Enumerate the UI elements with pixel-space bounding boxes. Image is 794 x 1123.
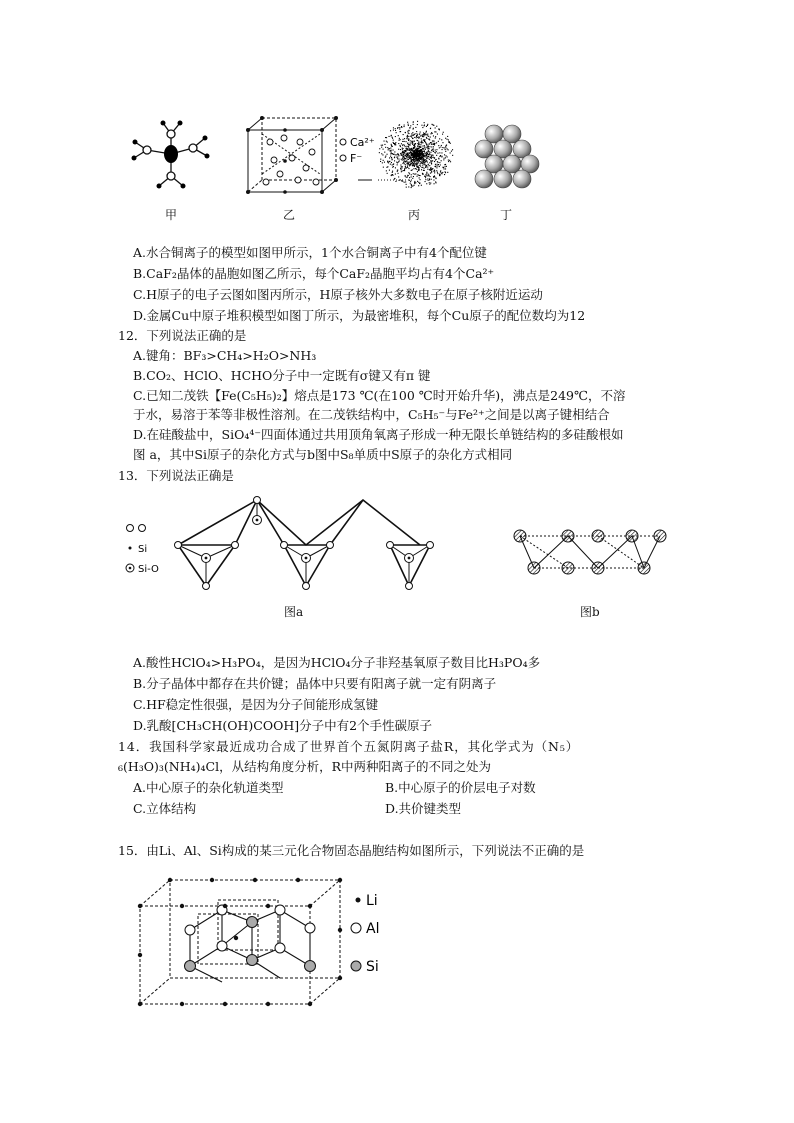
q13-option-b: B.分子晶体中都存在共价键；晶体中只要有阳离子就一定有阴离子 [133, 676, 497, 691]
figure-q15-crystal-cell [130, 870, 400, 1010]
q11-option-a: A.水合铜离子的模型如图甲所示，1个水合铜离子中有4个配位键 [133, 245, 487, 260]
legend-al-label: Al [366, 921, 380, 937]
caption-ding: 丁 [500, 208, 513, 222]
q11-option-b: B.CaF₂晶体的晶胞如图乙所示，每个CaF₂晶胞平均占有4个Ca²⁺ [133, 266, 495, 281]
q12-stem: 12．下列说法正确的是 [118, 328, 247, 343]
q13-stem: 13．下列说法正确是 [118, 468, 234, 483]
q14-option-c: C.立体结构 [133, 801, 197, 816]
q14-stem-line1: 14．我国科学家最近成功合成了世界首个五氮阴离子盐R，其化学式为（N₅） [118, 739, 580, 754]
caption-fig-a: 图a [284, 605, 304, 619]
figure-bing-electron-cloud [352, 118, 464, 196]
legend-li-label: Li [366, 893, 378, 909]
caption-fig-b: 图b [580, 605, 600, 619]
legend-si-label: Si [138, 544, 148, 555]
legend-sio-label: Si-O [138, 564, 159, 575]
figure-ding-close-packing [466, 122, 546, 196]
q12-option-d-cont: 图 a，其中Si原子的杂化方式与b图中S₈单质中S原子的杂化方式相同 [133, 447, 513, 462]
q13-option-a: A.酸性HClO₄>H₃PO₄，是因为HClO₄分子非羟基氧原子数目比H₃PO₄多 [133, 655, 541, 670]
caption-yi: 乙 [283, 208, 296, 222]
q14-option-a: A.中心原子的杂化轨道类型 [133, 780, 284, 795]
q12-option-b: B.CO₂、HClO、HCHO分子中一定既有σ键又有π 键 [133, 368, 431, 383]
legend-f-label: F⁻ [350, 152, 363, 165]
q14-stem-line2: ₆(H₃O)₃(NH₄)₄Cl，从结构角度分析，R中两种阳离子的不同之处为 [118, 759, 492, 774]
caption-jia: 甲 [165, 208, 178, 222]
q11-option-c: C.H原子的电子云图如图丙所示，H原子核外大多数电子在原子核附近运动 [133, 287, 543, 302]
q14-option-d: D.共价键类型 [385, 801, 462, 816]
figure-a-silicate-chain [120, 490, 450, 594]
q15-stem: 15．由Li、Al、Si构成的某三元化合物固态晶胞结构如图所示，下列说法不正确的是 [118, 843, 585, 858]
q12-option-d: D.在硅酸盐中，SiO₄⁴⁻四面体通过共用顶角氧离子形成一种无限长单链结构的多硅酸根如 [133, 427, 624, 442]
q12-option-a: A.键角：BF₃>CH₄>H₂O>NH₃ [133, 348, 317, 363]
caption-bing: 丙 [408, 208, 421, 222]
q12-option-c: C.已知二茂铁【Fe(C₅H₅)₂】熔点是173 ℃(在100 ℃时开始升华)，沸点是249℃，不溶 [133, 388, 626, 403]
q13-option-c: C.HF稳定性很强，是因为分子间能形成氢键 [133, 697, 379, 712]
legend-si-label-q15: Si [366, 959, 379, 975]
q12-option-c-cont: 于水，易溶于苯等非极性溶剂。在二茂铁结构中，C₅H₅⁻与Fe²⁺之间是以离子键相结合 [133, 407, 610, 422]
legend-ca-label: Ca²⁺ [350, 136, 375, 149]
q13-option-d: D.乳酸[CH₃CH(OH)COOH]分子中有2个手性碳原子 [133, 718, 433, 733]
q14-option-b: B.中心原子的价层电子对数 [385, 780, 536, 795]
q11-option-d: D.金属Cu中原子堆积模型如图丁所示，为最密堆积，每个Cu原子的配位数均为12 [133, 308, 586, 323]
figure-jia-copper-ion-model [125, 118, 213, 196]
figure-b-s8-crown [508, 522, 678, 582]
